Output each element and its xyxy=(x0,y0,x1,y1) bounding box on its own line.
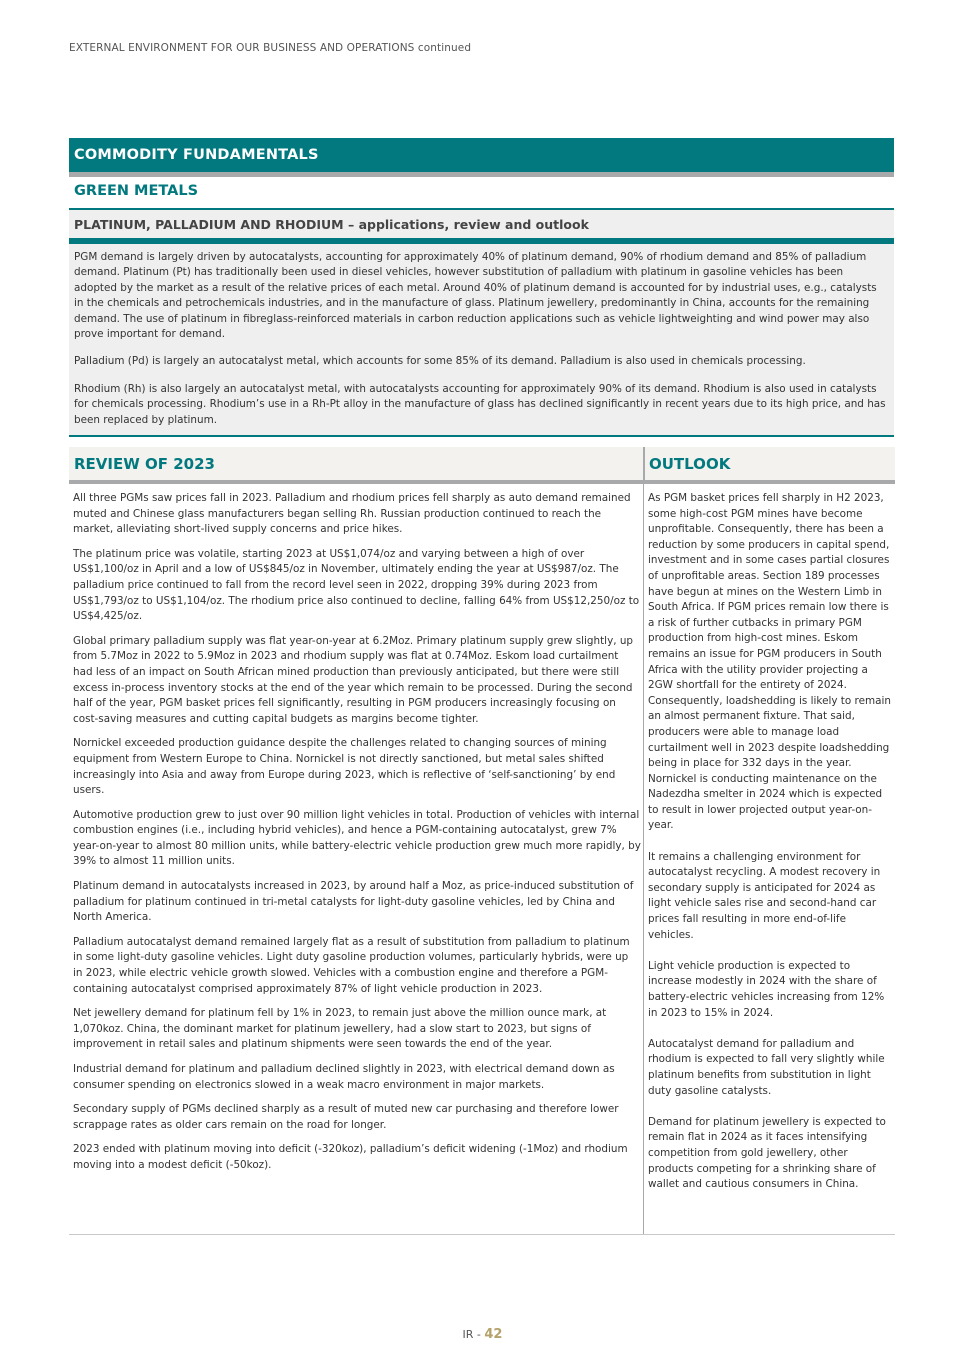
running-head: EXTERNAL ENVIRONMENT FOR OUR BUSINESS AND OPERATIONS continued xyxy=(69,42,472,54)
subsection-heading xyxy=(69,178,894,210)
column-divider xyxy=(643,484,644,1234)
review-paragraph: Industrial demand for platinum and palladium declined slightly in 2023, with electrical demand down as consumer spending on electronics slowed in a weak macro environment in major markets. xyxy=(73,1063,615,1091)
bottom-rule xyxy=(69,1234,895,1235)
review-paragraph: All three PGMs saw prices fall in 2023. Palladium and rhodium prices fell sharply as auto demand remained muted and Chinese glass manufacturers began selling Rh. Russian production continued to reach the market, alleviating short-lived supply concerns and price hikes. xyxy=(73,492,631,536)
review-heading: REVIEW OF 2023 xyxy=(74,455,215,473)
outlook-paragraph: It remains a challenging environment for autocatalyst recycling. A modest recovery in secondary supply is anticipated for 2024 as light vehicle sales rise and second-hand car prices fall resulting in more end-of-life vehicles. xyxy=(648,850,881,941)
topic-title: PLATINUM, PALLADIUM AND RHODIUM – applications, review and outlook xyxy=(74,217,589,232)
intro-paragraph: Palladium (Pd) is largely an autocatalyst metal, which accounts for some 85% of its demand. Palladium is also used in chemicals processing. xyxy=(74,355,806,368)
review-paragraph: 2023 ended with platinum moving into deficit (-320koz), palladium’s deficit widening (-1Moz) and rhodium moving into a modest deficit (-50koz). xyxy=(73,1143,628,1171)
review-paragraph: Net jewellery demand for platinum fell by 1% in 2023, to remain just above the million ounce mark, at 1,070koz. China, the dominant market for platinum jewellery, had a slow start to 2023, but signs of improvement in retail sales and platinum shipments were seen towards the end of the year. xyxy=(73,1007,607,1051)
page-footer xyxy=(0,1327,965,1342)
outlook-column xyxy=(648,491,894,1208)
folio-prefix: IR - xyxy=(462,1328,485,1341)
section-title-band xyxy=(69,138,894,177)
review-paragraph: Palladium autocatalyst demand remained largely flat as a result of substitution from palladium to platinum in some light-duty gasoline vehicles. Light duty gasoline production volumes, particularly hybrids, were up in 2023, while electric vehicle growth slowed. Vehicles with a combustion engine and therefore a PGM-containing autocatalyst comprised approximately 87% of light vehicle production in 2023. xyxy=(73,935,630,995)
intro-panel xyxy=(69,244,894,437)
topic-heading-band xyxy=(69,210,894,244)
outlook-paragraph: As PGM basket prices fell sharply in H2 2023, some high-cost PGM mines have become unprofitable. Consequently, there has been a reduction by some producers in capital spend, investment and in some cases partial closures of unprofitable areas. Section 189 processes have begun at mines on the Western Limb in South Africa. If PGM prices remain low there is a risk of further cutbacks in primary PGM production from high-cost mines. Eskom remains an issue for PGM producers in South Africa with the utility provider projecting a 2GW shortfall for the entirety of 2024. Consequently, loadshedding is likely to remain an almost permanent fixture. That said, producers were able to manage load curtailment well in 2023 despite loadshedding being in place for 332 days in the year. Nornickel is conducting maintenance on the Nadezdha smelter in 2024 which is expected to result in lower projected output year-on-year. xyxy=(648,492,891,832)
review-column xyxy=(73,491,641,1183)
review-paragraph: Secondary supply of PGMs declined sharply as a result of muted new car purchasing and therefore lower scrappage rates as older cars remain on the road for longer. xyxy=(73,1103,619,1131)
review-paragraph: The platinum price was volatile, starting 2023 at US$1,074/oz and varying between a high of over US$1,100/oz in April and a low of US$845/oz in November, ultimately ending the year at US$987/oz. The palladium price continued to fall from the record level seen in 2022, dropping 39% during 2023 from US$1,793/oz to US$1,104/oz. The rhodium price also continued to decline, falling 64% from US$12,250/oz to US$4,425/oz. xyxy=(73,547,640,623)
review-paragraph: Nornickel exceeded production guidance despite the challenges related to changing sources of mining equipment from Western Europe to China. Nornickel is not directly sanctioned, but metal sales shifted increasingly into Asia and away from Europe during 2023, which is reflective of ‘self-sanctioning’ by end users. xyxy=(73,737,616,797)
column-header-divider xyxy=(643,447,645,484)
review-paragraph: Global primary palladium supply was flat year-on-year at 6.2Moz. Primary platinum supply grew slightly, up from 5.7Moz in 2022 to 5.9Moz in 2023 and rhodium supply was flat at 0.74Moz. Eskom load curtailment had less of an impact on South African mined production than previously anticipated, but there were still excess in-process inventory stocks at the end of the year which remain to be processed. During the second half of the year, PGM basket prices fell significantly, resulting in PGM producers increasingly focusing on cost-saving measures and cutting capital budgets as margins become tighter. xyxy=(73,634,634,725)
outlook-paragraph: Demand for platinum jewellery is expected to remain flat in 2024 as it faces intensifying competition from gold jewellery, other products competing for a shrinking share of wallet and cautious consumers in China. xyxy=(648,1115,886,1191)
review-paragraph: Platinum demand in autocatalysts increased in 2023, by around half a Moz, as price-induced substitution of palladium for platinum continued in tri-metal catalysts for light-duty gasoline vehicles, led by China and North America. xyxy=(73,880,634,924)
intro-paragraph: PGM demand is largely driven by autocatalysts, accounting for approximately 40% of platinum demand, 90% of rhodium demand and 85% of palladium demand. Platinum (Pt) has traditionally been used in diesel vehicles, however substitution of palladium with platinum in gasoline vehicles has been adopted by the market as a result of the relative prices of each metal. Around 40% of platinum demand is accounted for by industrial uses, e.g., catalysts in the chemicals and petrochemicals industries, and in the manufacture of glass. Platinum jewellery, predominantly in China, accounts for the remaining demand. The use of platinum in fibreglass-reinforced materials in carbon reduction applications such as vehicle lightweighting and wind power may also prove important for demand. xyxy=(74,251,877,341)
subsection-title: GREEN METALS xyxy=(74,183,199,199)
page-number: 42 xyxy=(484,1327,503,1342)
section-title: COMMODITY FUNDAMENTALS xyxy=(74,147,319,163)
outlook-paragraph: Autocatalyst demand for palladium and rhodium is expected to fall very slightly while platinum benefits from substitution in light duty gasoline catalysts. xyxy=(648,1037,885,1097)
review-paragraph: Automotive production grew to just over 90 million light vehicles in total. Production of vehicles with internal combustion engines (i.e., including hybrid vehicles), and hence a PGM-containing autocatalyst, grew 7% year-on-year to almost 80 million units, while battery-electric vehicle production grew much more rapidly, by 39% to almost 11 million units. xyxy=(73,808,641,868)
outlook-heading: OUTLOOK xyxy=(649,455,731,473)
outlook-paragraph: Light vehicle production is expected to increase modestly in 2024 with the share of battery-electric vehicles increasing from 12% in 2023 to 15% in 2024. xyxy=(648,959,885,1019)
intro-paragraph: Rhodium (Rh) is also largely an autocatalyst metal, with autocatalysts accounting for approximately 90% of its demand. Rhodium is also used in catalysts for chemicals processing. Rhodium’s use in a Rh-Pt alloy in the manufacture of glass has declined significantly in recent years due to its high price, and has been replaced by platinum. xyxy=(74,382,886,426)
